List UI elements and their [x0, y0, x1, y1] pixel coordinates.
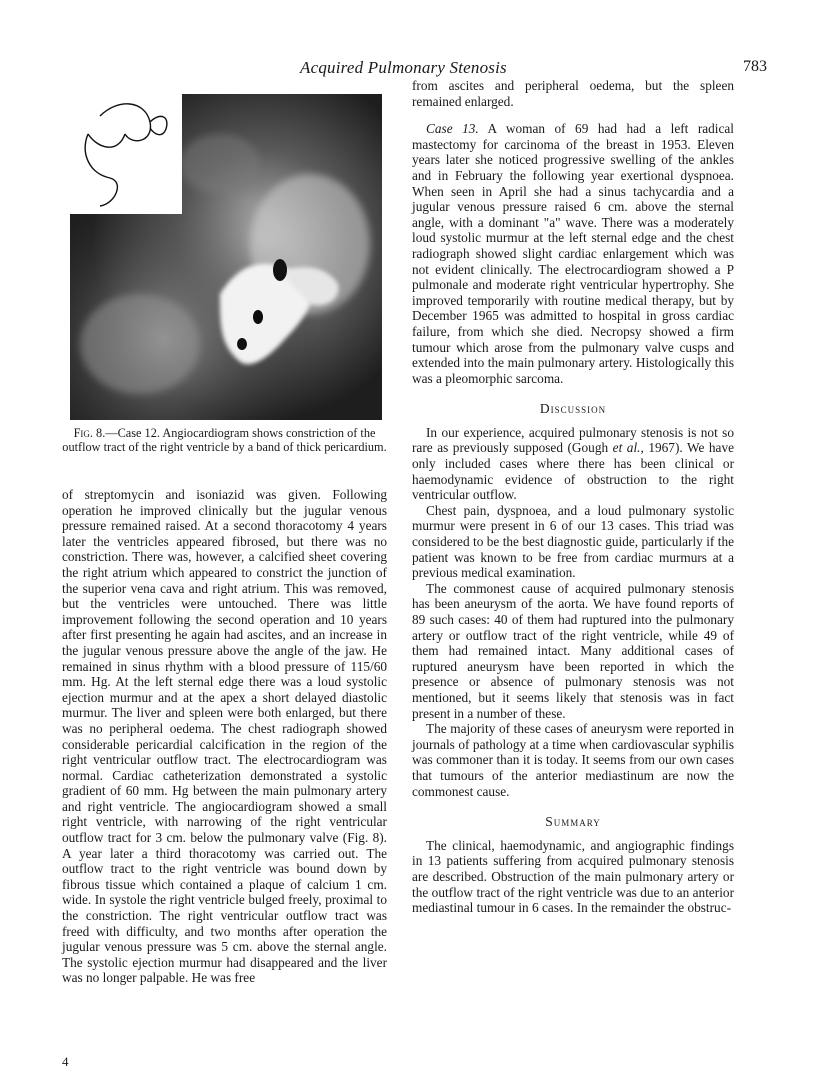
case13-label: Case 13.: [426, 121, 479, 137]
running-title: Acquired Pulmonary Stenosis: [300, 58, 507, 77]
summary-heading: Summary: [545, 814, 601, 830]
left-column: [62, 487, 387, 986]
right-column: [412, 78, 734, 916]
discussion-p1-etal: et al.,: [612, 440, 644, 456]
discussion-heading: Discussion: [539, 401, 607, 417]
discussion-paragraph-1: [412, 425, 734, 503]
angiocardiogram-image: [70, 94, 382, 420]
summary-paragraph-1: The clinical, haemodynamic, and angiographic findings in 13 patients suffering from acquired pulmonary stenosis are described. Obstruction of the main pulmonary artery or the outflow tract of the right ventricle was due to an anterior mediastinal tumour in 6 cases. In the remainder the obstruc-: [412, 837, 734, 916]
discussion-paragraph-2: Chest pain, dyspnoea, and a loud pulmonary systolic murmur were present in 6 of our 13 cases. This triad was considered to be the best diagnostic guide, particularly if the patient was known to be free from cardiac murmurs at a previous medical examination.: [412, 502, 734, 581]
discussion-paragraph-4: The majority of these cases of aneurysm were reported in journals of pathology at a time when cardiovascular syphilis was commoner than it is today. It seems from our own cases that tumours of the anterior mediastinum are now the commonest cause.: [412, 721, 734, 799]
case12-end: from ascites and peripheral oedema, but the spleen remained enlarged.: [412, 78, 734, 109]
angiocardiogram-figure: [70, 94, 382, 420]
page-number: 783: [743, 58, 767, 75]
folio: 4: [62, 1054, 69, 1069]
case12-continuation: of streptomycin and isoniazid was given. Following operation he improved clinically but the jugular venous pressure remained raised. At a second thoracotomy 4 years later the ventricles appeared fibrosed, but there was no constriction. There was, however, a calcified sheet covering the right atrium which appeared to constrict the junction of the superior vena cava and right atrium. This was removed, but the ventricles were untouched. There was little improvement following the second operation and 10 years after first presenting he again had ascites, and an increase in the jugular venous pressure above the angle of the jaw. He remained in sinus rhythm with a blood pressure of 115/60 mm. Hg. At the left sternal edge there was a loud systolic ejection murmur and at the apex a short delayed diastolic murmur. The liver and spleen were both enlarged, but there was no peripheral oedema. The chest radiograph showed considerable pericardial calcification in the region of the right ventricular outflow tract. The electrocardiogram was normal. Cardiac catheterization demonstrated a systolic gradient of 60 mm. Hg between the main pulmonary artery and right ventricle. The angiocardiogram showed a small right ventricle, with narrowing of the right ventricular outflow tract for 3 cm. below the pulmonary valve (Fig. 8). A year later a third thoracotomy was carried out. The outflow tract to the right ventricle was bound down by fibrous tissue which contained a plaque of calcium 1 cm. wide. In systole the right ventricle bulged freely, proximal to the constriction. The right ventricular outflow tract was freed with difficulty, and two months after operation the jugular venous pressure was 5 cm. above the sternal angle. The systolic ejection murmur had disappeared and the liver was no longer palpable. He was free: [62, 487, 387, 986]
case13-text: A woman of 69 had had a left radical mastectomy for carcinoma of the breast in 1953. Eleven years later she noticed progressive swelling of the ankles and in February the following year exertional dyspnoea. When seen in April she had a sinus tachycardia and a jugular venous pressure raised 6 cm. above the sternal angle, with a dominant "a" wave. There was a moderately loud systolic murmur at the left sternal edge and the chest radiograph showed slight cardiac enlargement which was not evident clinically. The electrocardiogram showed a P pulmonale and moderate right ventricular hypertrophy. She improved temporarily with routine medical therapy, but by December 1965 was admitted to hospital in gross cardiac failure, from which she died. Necropsy showed a firm tumour which arose from the pulmonary valve cusps and extended into the main pulmonary artery. Histologically this was a pleomorphic sarcoma.: [412, 121, 735, 386]
discussion-p1-before: In our experience, acquired pulmonary stenosis is not so rare as previously supposed (Gough: [412, 424, 734, 456]
discussion-paragraph-3: The commonest cause of acquired pulmonary stenosis has been aneurysm of the aorta. We have found reports of 89 such cases: 40 of them had ruptured into the pulmonary artery or outflow tract of the right ventricle, while 49 of them had remained intact. Many additional cases of ruptured aneurysm have been reported in which the presence or absence of pulmonary stenosis was not mentioned, but it seems likely that stenosis was in fact present in a number of these.: [412, 580, 734, 721]
figure-label: Fig. 8.: [73, 426, 106, 440]
discussion-p1-after: 1967). We have only included cases where there has been clinical or haemodynamic evidence of obstruction to the right ventricular outflow.: [412, 440, 735, 503]
case13-paragraph: [412, 121, 734, 386]
figure-caption: [62, 426, 387, 454]
figure-caption-text: —Case 12. Angiocardiogram shows constriction of the outflow tract of the right ventricle by a band of thick pericardium.: [62, 426, 387, 455]
